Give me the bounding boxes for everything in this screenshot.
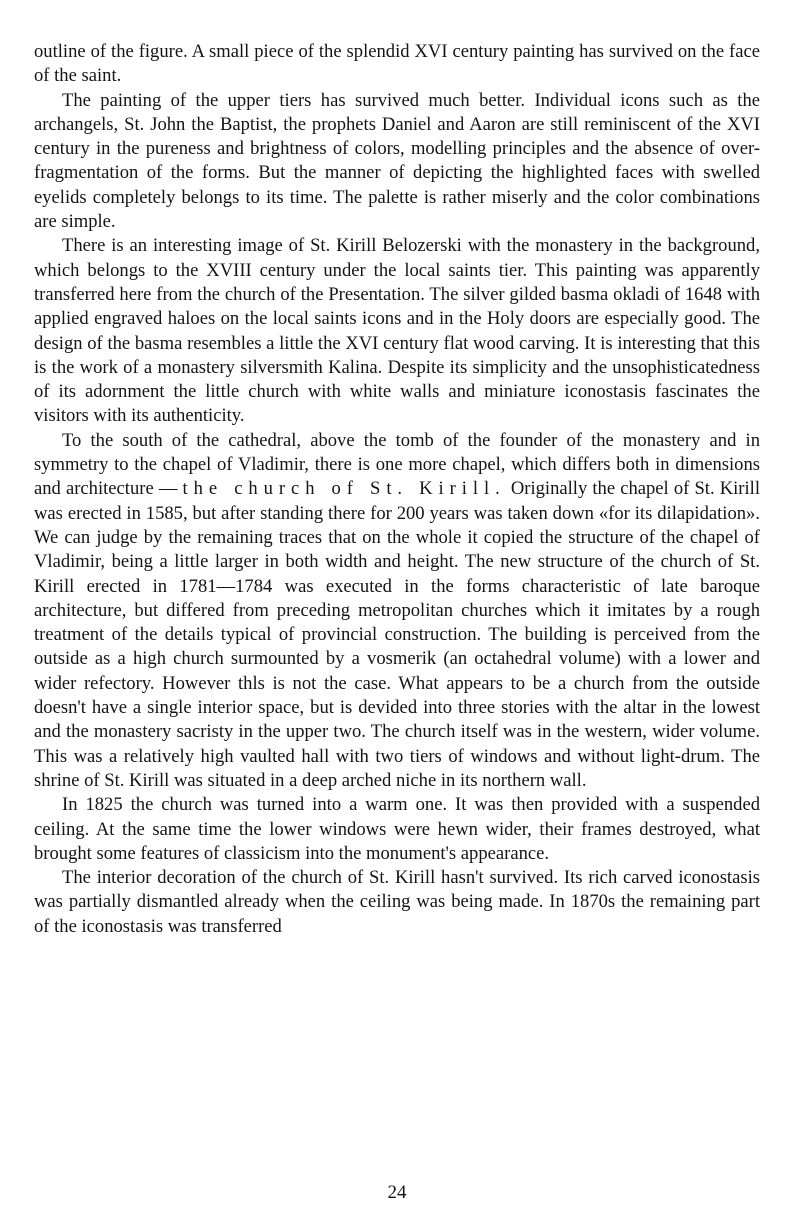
page-number: 24: [387, 1182, 407, 1203]
paragraph-5: In 1825 the church was turned into a warm one. It was then provided with a suspended ceiling. At the same time the lower windows were hewn wider, their frames destroyed, what brought some features of classicism into the monument's appearance.: [34, 794, 760, 864]
document-page: [34, 40, 760, 939]
church-of-st-kirill-spaced-heading: the church of St. Kirill.: [182, 478, 506, 500]
paragraph-4-part-2: Originally the chapel of St. Kirill was erected in 1585, but after standing there for 200 years was taken down «for its dilapidation». We can judge by the remaining traces that on the whole it copied the structure of the chapel of Vladimir, being a little larger in both width and height. The new structure of the church of St. Kirill erected in 1781—1784 was executed in the forms characteristic of late baroque architecture, but differed from preceding metropolitan churches which it imitates by a rough treatment of the details typical of provincial construction. The building is perceived from the outside as a high church surmounted by a vosmerik (an octahedral volume) with a lower and wider refectory. However thls is not the case. What appears to be a church from the outside doesn't have a single interior space, but is devided into three stories with the altar in the lowest and the monastery sacristy in the upper two. The church itself was in the western, wider volume. This was a relatively high vaulted hall with two tiers of windows and without light-drum. The shrine of St. Kirill was situated in a deep arched niche in its northern wall.: [34, 478, 761, 791]
paragraph-2: The painting of the upper tiers has survived much better. Individual icons such as the archangels, St. John the Baptist, the prophets Daniel and Aaron are still reminiscent of the XVI century in the pureness and brightness of colors, modelling principles and the absence of over-fragmentation of the forms. But the manner of depicting the highlighted faces with swelled eyelids completely belongs to its time. The palette is rather miserly and the color combinations are simple.: [34, 89, 760, 233]
paragraph-4-part-1: To the south of the cathedral, above the tomb of the founder of the monastery and in symmetry to the chapel of Vladimir, there is one more chapel, which differs both in dimensions and architecture —: [34, 429, 760, 500]
paragraph-4: [34, 429, 760, 793]
paragraph-3: There is an interesting image of St. Kirill Belozerski with the monastery in the background, which belongs to the XVIII century under the local saints tier. This painting was apparently transferred here from the church of the Presentation. The silver gilded basma okladi of 1648 with applied engraved haloes on the local saints icons and in the Holy doors are especially good. The design of the basma resembles a little the XVI century flat wood carving. It is interesting that this is the work of a monastery silversmith Kalina. Despite its simplicity and the unsophisticatedness of its adornment the little church with white walls and miniature iconostasis fascinates the visitors with its authenticity.: [34, 235, 760, 427]
paragraph-6: The interior decoration of the church of St. Kirill hasn't survived. Its rich carved iconostasis was partially dismantled already when the ceiling was being made. In 1870s the remaining part of the iconostasis was transferred: [34, 867, 760, 937]
paragraph-1: outline of the figure. A small piece of the splendid XVI century painting has survived on the face of the saint.: [34, 41, 760, 87]
